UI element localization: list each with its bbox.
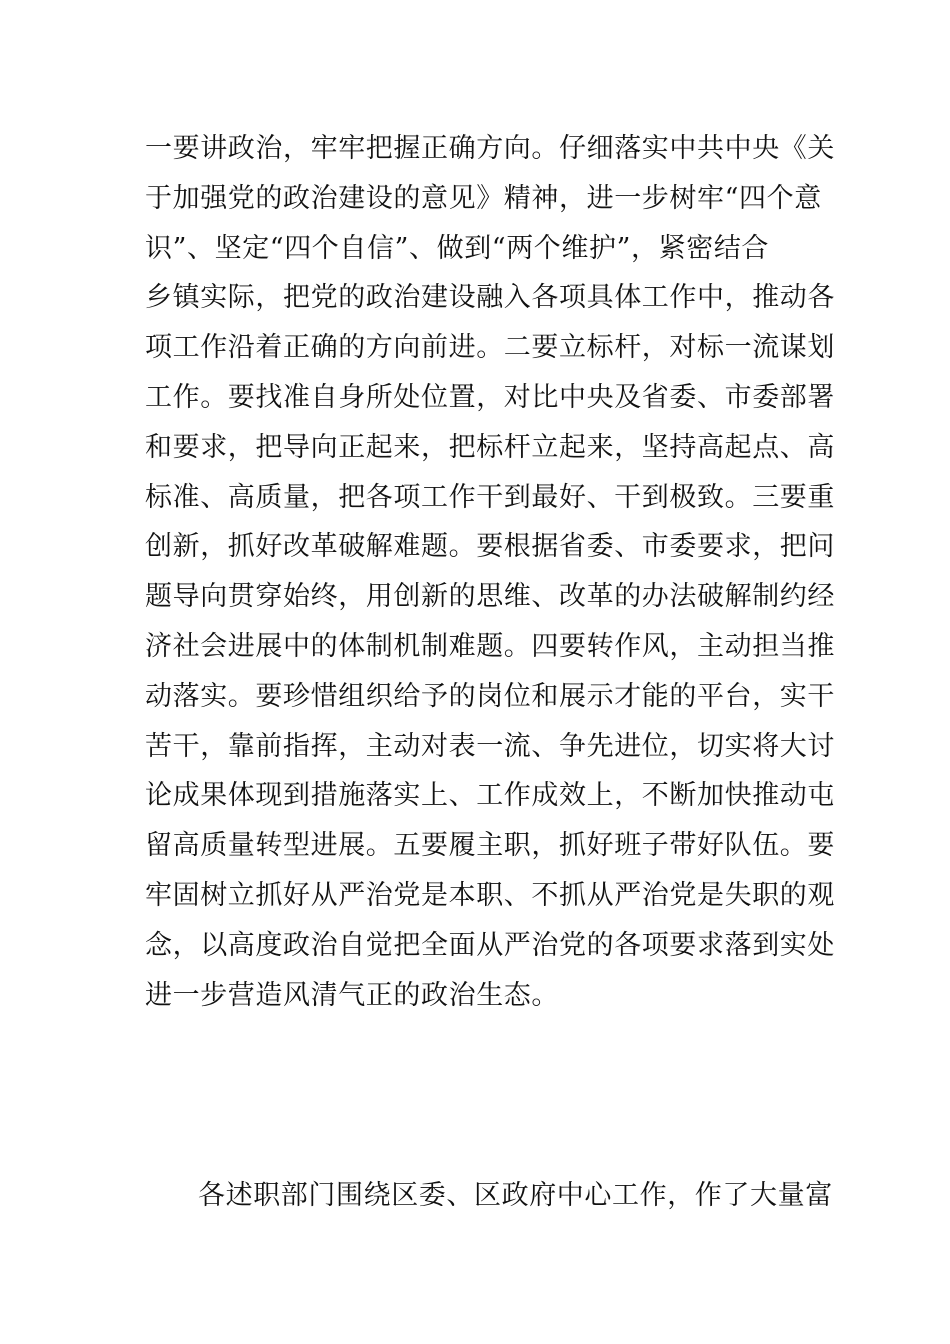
text-line: 工作。要找准自身所处位置，对比中央及省委、市委部署 [145, 381, 835, 413]
text-line: 牢固树立抓好从严治党是本职、不抓从严治党是失职的观 [145, 879, 835, 911]
text-line: 标准、高质量，把各项工作干到最好、干到极致。三要重 [145, 481, 835, 513]
text-line: 进一步营造风清气正的政治生态。 [145, 979, 559, 1011]
text-line: 念，以高度政治自觉把全面从严治党的各项要求落到实处 [145, 929, 835, 961]
text-line: 济社会进展中的体制机制难题。四要转作风，主动担当推 [145, 630, 835, 662]
text-line: 乡镇实际，把党的政治建设融入各项具体工作中，推动各 [145, 282, 835, 314]
text-line: 和要求，把导向正起来，把标杆立起来，坚持高起点、高 [145, 431, 835, 463]
text-line: 创新，抓好改革破解难题。要根据省委、市委要求，把问 [145, 531, 835, 563]
text-line: 论成果体现到措施落实上、工作成效上，不断加快推动屯 [145, 780, 835, 812]
text-line: 识”、坚定“四个自信”、做到“两个维护”，紧密结合 [145, 232, 770, 264]
text-line: 一要讲政治，牢牢把握正确方向。仔细落实中共中央《关 [145, 133, 835, 164]
text-line: 动落实。要珍惜组织给予的岗位和展示才能的平台，实干 [145, 680, 835, 712]
paragraph-department-report [145, 1171, 833, 1221]
text-line: 题导向贯穿始终，用创新的思维、改革的办法破解制约经 [145, 581, 835, 613]
text-line: 留高质量转型进展。五要履主职，抓好班子带好队伍。要 [145, 830, 835, 862]
text-line: 于加强党的政治建设的意见》精神，进一步树牢“四个意 [145, 182, 822, 214]
text-line: 各述职部门围绕区委、区政府中心工作，作了大量富 [198, 1180, 833, 1211]
paragraph-political-requirements [145, 124, 835, 1020]
text-line: 项工作沿着正确的方向前进。二要立标杆，对标一流谋划 [145, 332, 835, 364]
text-line: 苦干，靠前指挥，主动对表一流、争先进位，切实将大讨 [145, 730, 835, 762]
